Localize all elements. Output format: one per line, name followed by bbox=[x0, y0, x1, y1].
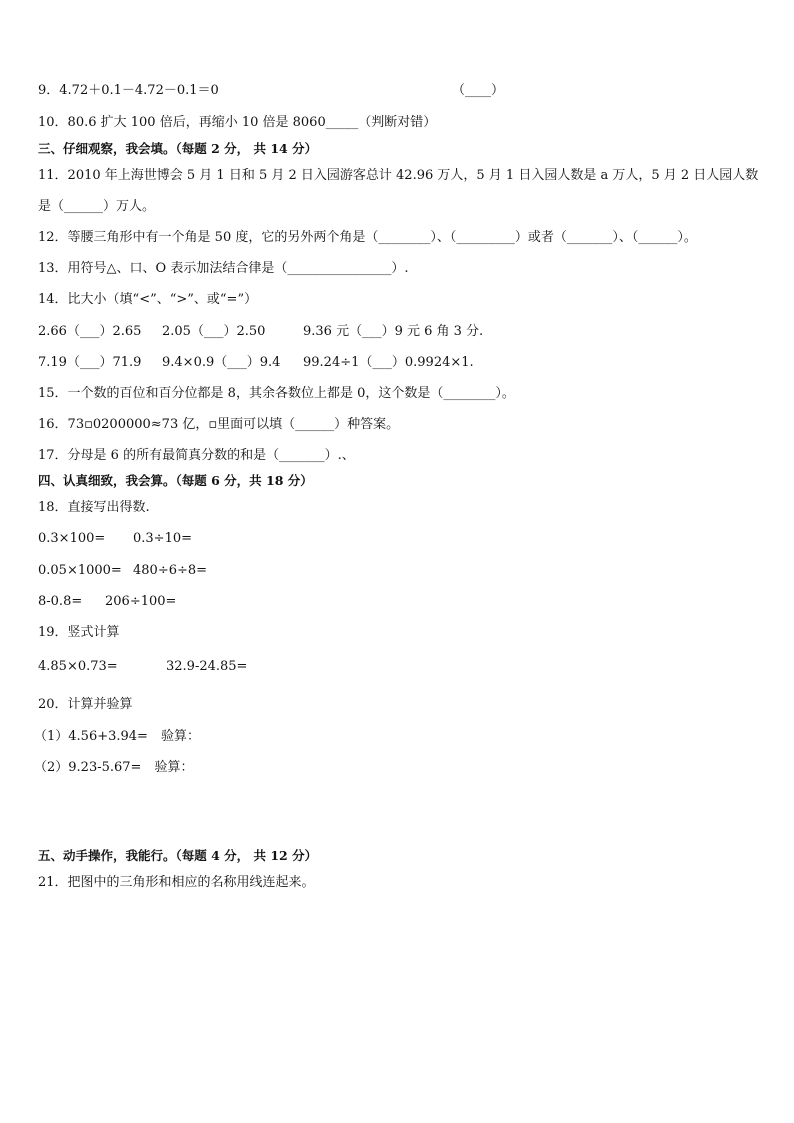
q14-r2-c: 99.24÷1（___）0.9924×1. bbox=[303, 355, 474, 370]
q18-r1-a: 0.3×100= bbox=[38, 531, 106, 546]
q18-r3-a: 8-0.8= bbox=[38, 594, 83, 609]
q18-r1-b: 0.3÷10= bbox=[133, 531, 193, 546]
q11-line1: 11．2010 年上海世博会 5 月 1 日和 5 月 2 日入园游客总计 42.96 万人，5 月 1 日入园人数是 a 万人，5 月 2 日人园人数 bbox=[38, 168, 759, 183]
q9-text: 9．4.72＋0.1－4.72－0.1＝0 bbox=[38, 83, 219, 98]
q12-text: 12．等腰三角形中有一个角是 50 度，它的另外两个角是（________）、（_________）或者（_______）、（______）。 bbox=[38, 230, 697, 245]
q14-r1-a: 2.66（___）2.65 bbox=[38, 324, 142, 339]
q19-item-2: 32.9-24.85= bbox=[166, 659, 248, 674]
q13-text: 13．用符号△、口、O 表示加法结合律是（________________）. bbox=[38, 261, 409, 276]
q14-title: 14．比大小（填“<”、“>”、或“=”） bbox=[38, 292, 258, 307]
q11-line2: 是（______）万人。 bbox=[38, 199, 156, 214]
section-4-heading: 四、认真细致，我会算。（每题 6 分，共 18 分） bbox=[38, 473, 313, 488]
q14-r2-a: 7.19（___）71.9 bbox=[38, 355, 142, 370]
q18-title: 18．直接写出得数. bbox=[38, 500, 150, 515]
q18-r3-b: 206÷100= bbox=[105, 594, 177, 609]
q14-r2-b: 9.4×0.9（___）9.4 bbox=[162, 355, 281, 370]
q21-text: 21．把图中的三角形和相应的名称用线连起来。 bbox=[38, 875, 315, 890]
q14-r1-b: 2.05（___）2.50 bbox=[162, 324, 266, 339]
q19-title: 19．竖式计算 bbox=[38, 625, 120, 640]
section-3-heading: 三、仔细观察，我会填。（每题 2 分， 共 14 分） bbox=[38, 141, 318, 156]
section-5-heading: 五、动手操作，我能行。（每题 4 分， 共 12 分） bbox=[38, 848, 318, 863]
q16-text: 16．73▫0200000≈73 亿，▫里面可以填（______）种答案。 bbox=[38, 417, 400, 432]
q10-text: 10．80.6 扩大 100 倍后，再缩小 10 倍是 8060_____（判断对错） bbox=[38, 115, 437, 130]
q17-text: 17．分母是 6 的所有最简真分数的和是（_______）.、 bbox=[38, 448, 355, 463]
q20-item-1: （1）4.56+3.94= 验算： bbox=[34, 729, 200, 744]
q18-r2-a: 0.05×1000= bbox=[38, 563, 122, 578]
q14-r1-c: 9.36 元（___）9 元 6 角 3 分. bbox=[303, 324, 484, 339]
q20-item-2: （2）9.23-5.67= 验算： bbox=[34, 760, 194, 775]
q9-answer-blank[interactable]: （____） bbox=[452, 83, 505, 98]
q19-item-1: 4.85×0.73= bbox=[38, 659, 118, 674]
q20-title: 20．计算并验算 bbox=[38, 697, 133, 712]
q18-r2-b: 480÷6÷8= bbox=[133, 563, 208, 578]
q15-text: 15．一个数的百位和百分位都是 8，其余各数位上都是 0，这个数是（________）。 bbox=[38, 386, 515, 401]
